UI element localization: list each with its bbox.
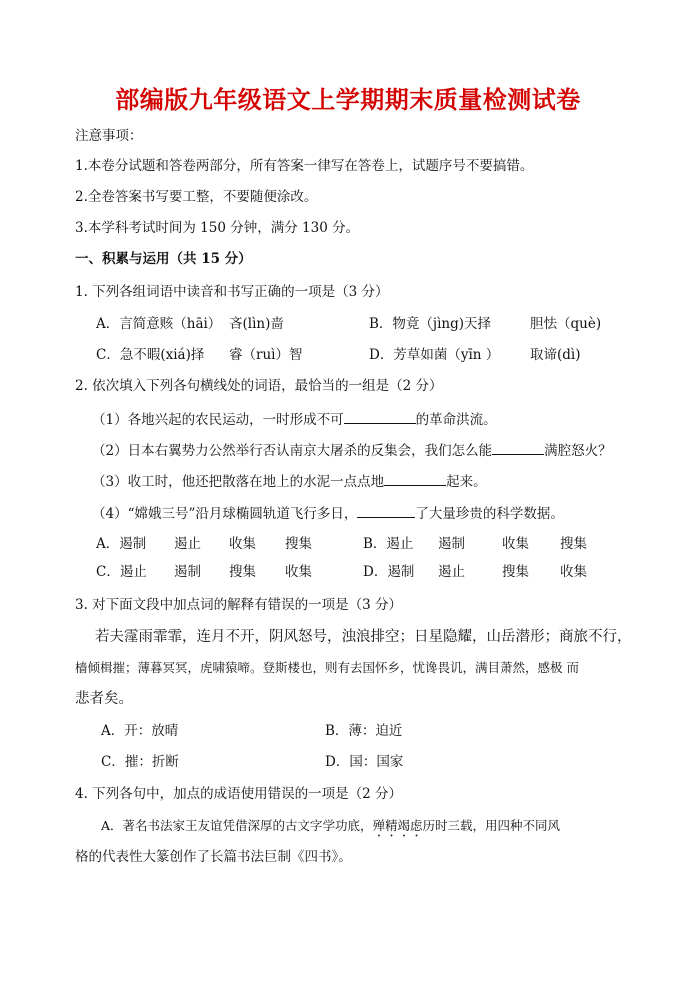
q1-option-a: A．言简意赅（hāi） — [96, 316, 222, 332]
q3-passage-line-1: 若夫霪雨霏霏，连月不开，阴风怒号，浊浪排空；日星隐耀，山岳潜形；商旅不行， — [95, 629, 632, 645]
answer-blank — [357, 503, 415, 518]
q3-passage-line-2: 樯倾楫摧；薄暮冥冥，虎啸猿啼。登斯楼也，则有去国怀乡，忧谗畏讥，满目萧然，感极 而 — [75, 660, 579, 675]
q2-option-word: 遏制 — [438, 536, 465, 552]
q3-option-b: B．薄：迫近 — [325, 723, 403, 739]
question-4-stem: 4. 下列各句中，加点的成语使用错误的一项是（2 分） — [75, 786, 403, 802]
q2-option-word: 收集 — [560, 564, 587, 580]
q2-sentence-3-post: 起来。 — [446, 474, 487, 490]
question-1-stem: 1. 下列各组词语中读音和书写正确的一项是（3 分） — [75, 284, 389, 300]
notice-item-2: 2.全卷答案书写要工整，不要随便涂改。 — [75, 189, 318, 205]
q2-sentence-1 — [92, 409, 497, 429]
q2-sentence-3-pre: 收工时，他还把散落在地上的水泥一点点地 — [127, 474, 385, 490]
q2-sentence-4-post: 了大量珍贵的科学数据。 — [415, 506, 564, 522]
q2-sentence-3 — [92, 471, 487, 491]
q2-sentence-4 — [92, 503, 564, 523]
q2-sentence-2-pre: 日本右翼势力公然举行否认南京大屠杀的反集会，我们怎么能 — [127, 443, 493, 459]
q2-option-word: 搜集 — [560, 536, 587, 552]
q2-option-word: 遏止 — [438, 564, 465, 580]
q2-sentence-2 — [92, 440, 612, 460]
q2-sentence-1-pre: 各地兴起的农民运动，一时形成不可 — [127, 412, 344, 428]
q2-option-d: D．遏制 — [363, 564, 415, 580]
q3-option-a: A．开：放晴 — [101, 723, 179, 739]
q1-option-d-word2: 取谛(dì) — [530, 347, 581, 363]
q2-sentence-3-num: （3） — [92, 474, 128, 490]
q2-sentence-2-num: （2） — [92, 443, 128, 459]
q2-option-c: C．遏止 — [96, 564, 147, 580]
q1-option-b: B．物竟（jìng)天择 — [369, 316, 492, 332]
q3-option-c: C．摧：折断 — [101, 754, 179, 770]
notice-item-3: 3.本学科考试时间为 150 分钟，满分 130 分。 — [75, 220, 360, 236]
q3-passage-line-3: 悲者矣。 — [75, 691, 133, 707]
q4-option-a-line-1 — [101, 817, 560, 840]
question-3-stem: 3. 对下面文段中加点词的解释有错误的一项是（3 分） — [75, 597, 403, 613]
q2-option-word: 搜集 — [502, 564, 529, 580]
q2-sentence-4-num: （4） — [92, 506, 128, 522]
q2-option-word: 搜集 — [229, 564, 256, 580]
q1-option-c-word2: 睿（ruì）智 — [229, 347, 303, 363]
q2-option-word: 搜集 — [285, 536, 312, 552]
q2-sentence-2-post: 满腔怒火？ — [544, 443, 612, 459]
question-2-stem: 2. 依次填入下列各句横线处的词语，最恰当的一组是（2 分） — [75, 378, 443, 394]
answer-blank — [344, 409, 416, 424]
notice-item-1: 1.本卷分试题和答卷两部分，所有答案一律写在答卷上，试题序号不要搞错。 — [75, 158, 534, 174]
q4-option-a-line-2: 格的代表性大篆创作了长篇书法巨制《四书》。 — [75, 849, 352, 865]
q3-option-d: D．国：国家 — [325, 754, 404, 770]
answer-blank — [492, 440, 544, 455]
q2-option-word: 遏制 — [174, 564, 201, 580]
q2-option-word: 收集 — [502, 536, 529, 552]
q1-option-d: D．芳草如菌（yīn ） — [369, 347, 500, 363]
q2-option-word: 遏止 — [174, 536, 201, 552]
q4-option-a-text: A．著名书法家王友谊凭借深厚的古文字学功底， — [101, 818, 373, 833]
q2-option-word: 收集 — [229, 536, 256, 552]
q2-sentence-1-num: （1） — [92, 412, 128, 428]
q2-option-a: A．遏制 — [96, 536, 147, 552]
q1-option-a-word2: 吝(lìn)啬 — [229, 316, 284, 332]
q4-option-a-text-end: 历时三载，用四种不同风 — [422, 818, 561, 833]
answer-blank — [384, 471, 446, 486]
notice-heading: 注意事项： — [75, 128, 143, 144]
section-heading-1: 一、积累与运用（共 15 分） — [75, 251, 252, 267]
q4-dotted-idiom: 殚精竭虑 — [372, 818, 423, 833]
q1-option-b-word2: 胆怯（què) — [530, 316, 602, 332]
q2-sentence-4-pre: “嫦娥三号”沿月球椭圆轨道飞行多日， — [127, 506, 358, 522]
q2-option-b: B．遏止 — [363, 536, 414, 552]
q2-option-word: 收集 — [285, 564, 312, 580]
q2-sentence-1-post: 的革命洪流。 — [415, 412, 497, 428]
q1-option-c: C．急不暇(xiá)择 — [96, 347, 205, 363]
page-title: 部编版九年级语文上学期期末质量检测试卷 — [115, 86, 581, 114]
